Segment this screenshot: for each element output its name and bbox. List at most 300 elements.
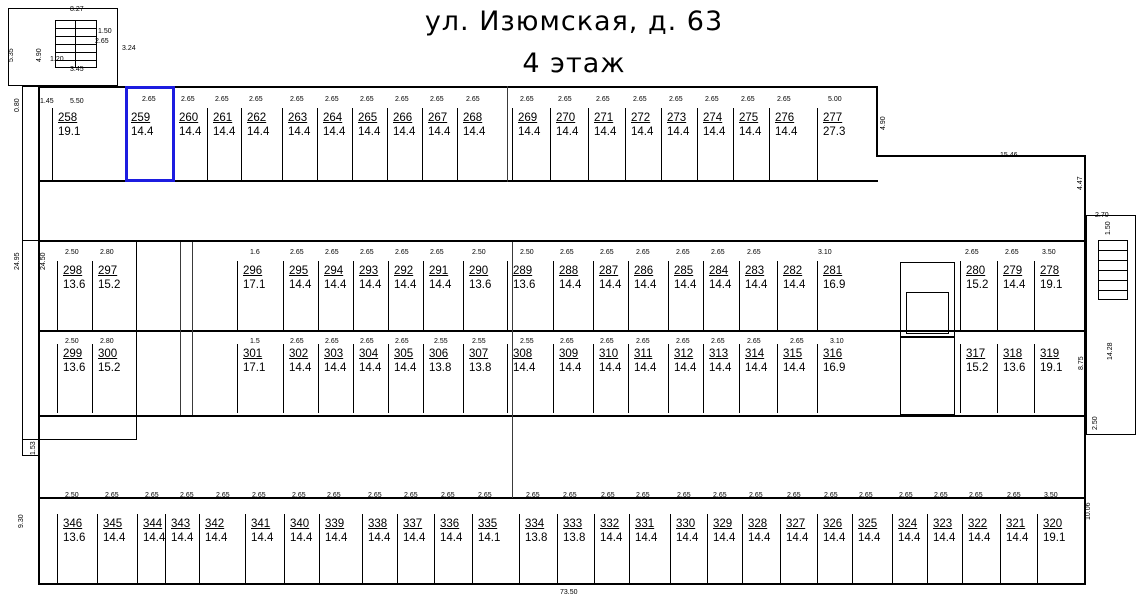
unit-area: 14.4 <box>599 279 622 291</box>
dimension-label: 3.50 <box>1042 249 1056 256</box>
unit-cell[interactable] <box>745 518 783 583</box>
unit-cell[interactable] <box>673 518 711 583</box>
unit-number: 328 <box>748 518 768 530</box>
unit-divider <box>512 108 513 180</box>
unit-cell[interactable] <box>55 112 125 180</box>
unit-cell[interactable] <box>60 518 98 583</box>
dimension-label: 4.47 <box>1077 176 1084 190</box>
corridor-divider-left2 <box>192 242 193 415</box>
unit-number: 320 <box>1043 518 1063 530</box>
unit-cell[interactable] <box>706 348 739 413</box>
unit-area: 14.4 <box>559 279 582 291</box>
dimension-label: 5.35 <box>8 48 15 62</box>
unit-area: 14.4 <box>823 532 846 544</box>
unit-area: 14.4 <box>358 126 381 138</box>
unit-divider <box>742 514 743 583</box>
unit-cell[interactable] <box>466 348 499 413</box>
unit-number: 318 <box>1003 348 1023 360</box>
unit-cell[interactable] <box>1000 265 1033 330</box>
unit-divider <box>472 514 473 583</box>
unit-cell[interactable] <box>553 112 586 180</box>
unit-divider <box>588 108 589 180</box>
unit-cell[interactable] <box>286 265 319 330</box>
unit-cell[interactable] <box>248 518 286 583</box>
unit-number: 290 <box>469 265 489 277</box>
unit-cell[interactable] <box>100 518 138 583</box>
unit-divider <box>703 261 704 330</box>
unit-divider <box>628 261 629 330</box>
unit-cell[interactable] <box>963 265 996 330</box>
unit-area: 13.8 <box>429 362 452 374</box>
unit-cell[interactable] <box>522 518 560 583</box>
unit-cell[interactable] <box>240 348 285 413</box>
unit-area: 17.1 <box>243 362 266 374</box>
unit-cell[interactable] <box>596 348 629 413</box>
unit-cell[interactable] <box>820 348 860 413</box>
unit-divider <box>629 514 630 583</box>
unit-cell[interactable] <box>322 518 360 583</box>
unit-divider <box>52 108 53 180</box>
unit-number: 282 <box>783 265 803 277</box>
unit-cell[interactable] <box>772 112 805 180</box>
unit-cell[interactable] <box>356 348 389 413</box>
unit-cell[interactable] <box>963 348 996 413</box>
dimension-label: 3.10 <box>830 338 844 345</box>
unit-number: 303 <box>324 348 344 360</box>
unit-area: 14.4 <box>713 532 736 544</box>
unit-number: 311 <box>634 348 653 360</box>
dimension-label: 2.65 <box>290 338 304 345</box>
unit-number: 271 <box>594 112 614 124</box>
unit-number: 325 <box>858 518 878 530</box>
dimension-label: 2.65 <box>441 492 455 499</box>
unit-divider <box>553 344 554 413</box>
dimension-label: 2.65 <box>292 492 306 499</box>
unit-area: 14.4 <box>324 279 347 291</box>
unit-cell[interactable] <box>556 348 589 413</box>
unit-number: 259 <box>131 112 151 124</box>
dimension-label: 2.65 <box>560 338 574 345</box>
unit-number: 339 <box>325 518 345 530</box>
dimension-label: 2.65 <box>95 38 109 45</box>
dimension-label: 2.65 <box>899 492 913 499</box>
unit-cell[interactable] <box>285 112 318 180</box>
unit-cell[interactable] <box>355 112 388 180</box>
dimension-label: 2.65 <box>969 492 983 499</box>
dimension-label: 2.65 <box>395 249 409 256</box>
unit-number: 293 <box>359 265 379 277</box>
unit-area: 16.9 <box>823 362 846 374</box>
unit-cell[interactable] <box>671 265 704 330</box>
unit-cell[interactable] <box>742 348 775 413</box>
unit-number: 313 <box>709 348 729 360</box>
unit-area: 14.4 <box>709 279 732 291</box>
unit-divider <box>97 514 98 583</box>
dimension-label: 2.65 <box>290 96 304 103</box>
unit-cell[interactable] <box>202 518 240 583</box>
dimension-label: 3.50 <box>1044 492 1058 499</box>
wall-outer-top-right <box>876 155 1086 157</box>
dimension-label: 2.65 <box>216 492 230 499</box>
unit-number: 262 <box>247 112 267 124</box>
unit-cell[interactable] <box>736 112 769 180</box>
unit-number: 301 <box>243 348 263 360</box>
unit-cell[interactable] <box>664 112 697 180</box>
unit-divider <box>817 344 818 413</box>
unit-area: 14.4 <box>513 362 536 374</box>
unit-area: 14.4 <box>440 532 463 544</box>
unit-divider <box>628 344 629 413</box>
unit-divider <box>707 514 708 583</box>
unit-divider <box>594 514 595 583</box>
unit-cell[interactable] <box>466 265 499 330</box>
unit-cell[interactable] <box>95 265 128 330</box>
unit-number: 308 <box>513 348 533 360</box>
unit-area: 14.4 <box>213 126 236 138</box>
unit-cell[interactable] <box>560 518 598 583</box>
unit-number: 298 <box>63 265 83 277</box>
unit-cell[interactable] <box>400 518 438 583</box>
unit-divider <box>507 261 508 330</box>
unit-number: 291 <box>429 265 449 277</box>
unit-cell[interactable] <box>556 265 589 330</box>
wall-mid-center <box>38 330 1086 332</box>
unit-divider <box>739 261 740 330</box>
unit-cell[interactable] <box>391 348 424 413</box>
unit-cell[interactable] <box>460 112 493 180</box>
unit-cell[interactable] <box>1003 518 1041 583</box>
dimension-label: 2.65 <box>325 96 339 103</box>
unit-number: 280 <box>966 265 986 277</box>
unit-cell[interactable] <box>1037 348 1077 413</box>
unit-cell[interactable] <box>632 518 670 583</box>
stair-step <box>1098 290 1128 291</box>
unit-divider <box>739 344 740 413</box>
unit-cell[interactable] <box>820 112 875 180</box>
unit-cell[interactable] <box>1040 518 1080 583</box>
unit-number: 346 <box>63 518 83 530</box>
dimension-label: 2.65 <box>478 492 492 499</box>
unit-number: 315 <box>783 348 803 360</box>
unit-divider <box>434 514 435 583</box>
unit-cell[interactable] <box>596 265 629 330</box>
unit-area: 14.4 <box>559 362 582 374</box>
dimension-label: 2.50 <box>65 338 79 345</box>
unit-cell[interactable] <box>321 348 354 413</box>
unit-area: 14.4 <box>179 126 202 138</box>
unit-cell[interactable] <box>60 348 93 413</box>
unit-cell[interactable] <box>426 348 459 413</box>
unit-area: 14.4 <box>359 362 382 374</box>
unit-area: 14.4 <box>709 362 732 374</box>
service-core-inner <box>906 292 949 334</box>
unit-cell[interactable] <box>320 112 353 180</box>
unit-area: 14.4 <box>463 126 486 138</box>
unit-area: 14.4 <box>393 126 416 138</box>
dimension-label: 2.55 <box>434 338 448 345</box>
unit-area: 14.4 <box>324 362 347 374</box>
unit-number: 275 <box>739 112 759 124</box>
unit-cell[interactable] <box>510 348 543 413</box>
dimension-label: 14.28 <box>1107 342 1114 360</box>
unit-cell[interactable] <box>176 112 209 180</box>
dimension-label: 5.00 <box>828 96 842 103</box>
unit-cell[interactable] <box>515 112 548 180</box>
unit-cell[interactable] <box>390 112 423 180</box>
dimension-label: 2.65 <box>181 96 195 103</box>
page-subtitle: 4 этаж <box>522 48 626 79</box>
unit-number: 341 <box>251 518 271 530</box>
unit-cell[interactable] <box>244 112 277 180</box>
highlighted-unit-box[interactable] <box>125 86 175 182</box>
unit-divider <box>423 261 424 330</box>
unit-number: 317 <box>966 348 986 360</box>
unit-number: 265 <box>358 112 378 124</box>
unit-number: 338 <box>368 518 388 530</box>
unit-number: 304 <box>359 348 379 360</box>
unit-cell[interactable] <box>780 348 813 413</box>
unit-cell[interactable] <box>210 112 243 180</box>
unit-area: 14.4 <box>143 532 166 544</box>
unit-area: 13.8 <box>469 362 492 374</box>
dimension-label: 2.65 <box>404 492 418 499</box>
unit-number: 272 <box>631 112 651 124</box>
unit-divider <box>661 108 662 180</box>
unit-number: 260 <box>179 112 199 124</box>
unit-divider <box>962 514 963 583</box>
unit-number: 316 <box>823 348 843 360</box>
unit-divider <box>388 261 389 330</box>
dimension-label: 2.65 <box>360 249 374 256</box>
unit-cell[interactable] <box>780 265 813 330</box>
unit-number: 305 <box>394 348 414 360</box>
unit-cell[interactable] <box>742 265 775 330</box>
stair-step <box>55 52 97 53</box>
unit-divider <box>241 108 242 180</box>
corridor-divider-left <box>180 242 181 415</box>
unit-number: 266 <box>393 112 413 124</box>
unit-area: 19.1 <box>1040 362 1063 374</box>
unit-area: 14.4 <box>858 532 881 544</box>
unit-area: 14.4 <box>676 532 699 544</box>
dimension-label: 1.5 <box>250 338 260 345</box>
unit-number: 264 <box>323 112 343 124</box>
dimension-label: 2.65 <box>325 338 339 345</box>
dimension-label: 2.65 <box>290 249 304 256</box>
unit-area: 14.4 <box>394 279 417 291</box>
unit-area: 14.4 <box>251 532 274 544</box>
unit-area: 14.4 <box>775 126 798 138</box>
unit-number: 261 <box>213 112 233 124</box>
unit-cell[interactable] <box>95 348 128 413</box>
dimension-label: 2.65 <box>713 492 727 499</box>
unit-divider <box>1037 514 1038 583</box>
unit-number: 307 <box>469 348 489 360</box>
unit-number: 312 <box>674 348 694 360</box>
unit-cell[interactable] <box>356 265 389 330</box>
unit-area: 14.4 <box>205 532 228 544</box>
dimension-label: 2.65 <box>466 96 480 103</box>
dimension-label: 73.50 <box>560 589 578 596</box>
unit-number: 268 <box>463 112 483 124</box>
unit-number: 337 <box>403 518 423 530</box>
unit-area: 14.4 <box>594 126 617 138</box>
dimension-label: 2.65 <box>560 249 574 256</box>
unit-number: 274 <box>703 112 723 124</box>
unit-cell[interactable] <box>475 518 513 583</box>
dimension-label: 2.65 <box>325 249 339 256</box>
dimension-label: 2.65 <box>749 492 763 499</box>
unit-divider <box>207 108 208 180</box>
wall-mid-lower-bottom <box>38 415 1086 417</box>
unit-number: 310 <box>599 348 619 360</box>
unit-cell[interactable] <box>240 265 285 330</box>
unit-area: 14.4 <box>247 126 270 138</box>
unit-divider <box>777 344 778 413</box>
unit-number: 333 <box>563 518 583 530</box>
unit-cell[interactable] <box>1000 348 1033 413</box>
unit-area: 15.2 <box>98 362 121 374</box>
unit-cell[interactable] <box>700 112 733 180</box>
unit-number: 277 <box>823 112 843 124</box>
dimension-label: 5.50 <box>70 98 84 105</box>
dimension-label: 2.65 <box>705 96 719 103</box>
unit-divider <box>519 514 520 583</box>
unit-cell[interactable] <box>628 112 661 180</box>
unit-cell[interactable] <box>783 518 821 583</box>
unit-number: 343 <box>171 518 191 530</box>
unit-cell[interactable] <box>425 112 458 180</box>
unit-area: 14.4 <box>518 126 541 138</box>
unit-area: 14.4 <box>634 279 657 291</box>
service-shaft <box>900 337 955 415</box>
unit-number: 283 <box>745 265 765 277</box>
unit-area: 13.6 <box>63 532 86 544</box>
unit-cell[interactable] <box>168 518 206 583</box>
unit-cell[interactable] <box>510 265 543 330</box>
unit-area: 14.4 <box>290 532 313 544</box>
unit-area: 13.8 <box>525 532 548 544</box>
unit-area: 17.1 <box>243 279 266 291</box>
unit-number: 322 <box>968 518 988 530</box>
unit-divider <box>780 514 781 583</box>
dimension-label: 10.06 <box>1085 502 1092 520</box>
unit-area: 14.4 <box>674 279 697 291</box>
dimension-label: 2.65 <box>1005 249 1019 256</box>
stair-step <box>55 28 97 29</box>
unit-divider <box>388 344 389 413</box>
dimension-label: 2.65 <box>777 96 791 103</box>
unit-cell[interactable] <box>286 348 319 413</box>
dimension-label: 24.50 <box>40 252 47 270</box>
dimension-label: 2.65 <box>600 249 614 256</box>
unit-divider <box>557 514 558 583</box>
unit-number: 306 <box>429 348 449 360</box>
unit-cell[interactable] <box>591 112 624 180</box>
dimension-label: 15.46 <box>1000 152 1018 159</box>
dimension-label: 2.50 <box>472 249 486 256</box>
unit-cell[interactable] <box>965 518 1003 583</box>
unit-divider <box>318 261 319 330</box>
unit-area: 14.4 <box>429 279 452 291</box>
unit-divider <box>1000 514 1001 583</box>
unit-cell[interactable] <box>631 348 664 413</box>
dimension-label: 2.65 <box>790 338 804 345</box>
unit-area: 14.4 <box>359 279 382 291</box>
unit-area: 14.4 <box>933 532 956 544</box>
dimension-label: 2.65 <box>636 492 650 499</box>
unit-cell[interactable] <box>321 265 354 330</box>
unit-divider <box>670 514 671 583</box>
unit-area: 14.4 <box>634 362 657 374</box>
unit-cell[interactable] <box>820 265 860 330</box>
unit-number: 329 <box>713 518 733 530</box>
unit-area: 14.4 <box>288 126 311 138</box>
unit-cell[interactable] <box>437 518 475 583</box>
dimension-label: 1.45 <box>40 98 54 105</box>
unit-area: 19.1 <box>1043 532 1066 544</box>
unit-cell[interactable] <box>671 348 704 413</box>
unit-cell[interactable] <box>855 518 893 583</box>
unit-divider <box>318 344 319 413</box>
unit-divider <box>199 514 200 583</box>
dimension-label: 2.65 <box>676 249 690 256</box>
dimension-label: 1.50 <box>1105 221 1112 235</box>
unit-number: 276 <box>775 112 795 124</box>
unit-cell[interactable] <box>391 265 424 330</box>
unit-divider <box>422 108 423 180</box>
dimension-label: 2.65 <box>558 96 572 103</box>
unit-cell[interactable] <box>1037 265 1077 330</box>
unit-number: 269 <box>518 112 538 124</box>
unit-number: 267 <box>428 112 448 124</box>
unit-area: 13.6 <box>469 279 492 291</box>
unit-area: 14.4 <box>667 126 690 138</box>
unit-area: 14.4 <box>739 126 762 138</box>
unit-number: 324 <box>898 518 918 530</box>
dimension-label: 2.65 <box>596 96 610 103</box>
dimension-label: 2.65 <box>636 249 650 256</box>
unit-cell[interactable] <box>706 265 739 330</box>
unit-area: 15.2 <box>966 279 989 291</box>
unit-divider <box>137 514 138 583</box>
unit-number: 314 <box>745 348 765 360</box>
unit-number: 284 <box>709 265 729 277</box>
unit-divider <box>817 108 818 180</box>
unit-cell[interactable] <box>426 265 459 330</box>
dimension-label: 8.75 <box>1078 356 1085 370</box>
dimension-label: 1.6 <box>250 249 260 256</box>
unit-number: 296 <box>243 265 263 277</box>
unit-cell[interactable] <box>631 265 664 330</box>
unit-area: 13.6 <box>63 362 86 374</box>
dimension-label: 0.80 <box>14 98 21 112</box>
unit-area: 14.4 <box>674 362 697 374</box>
unit-area: 14.4 <box>428 126 451 138</box>
wall-mid-upper-top <box>38 240 1086 242</box>
unit-divider <box>362 514 363 583</box>
dimension-label: 2.65 <box>600 338 614 345</box>
unit-number: 273 <box>667 112 687 124</box>
unit-cell[interactable] <box>60 265 93 330</box>
dimension-label: 2.65 <box>859 492 873 499</box>
unit-divider <box>92 344 93 413</box>
dimension-label: 2.65 <box>747 338 761 345</box>
dimension-label: 2.65 <box>787 492 801 499</box>
unit-area: 14.4 <box>403 532 426 544</box>
dimension-label: 3.24 <box>122 45 136 52</box>
unit-divider <box>353 261 354 330</box>
